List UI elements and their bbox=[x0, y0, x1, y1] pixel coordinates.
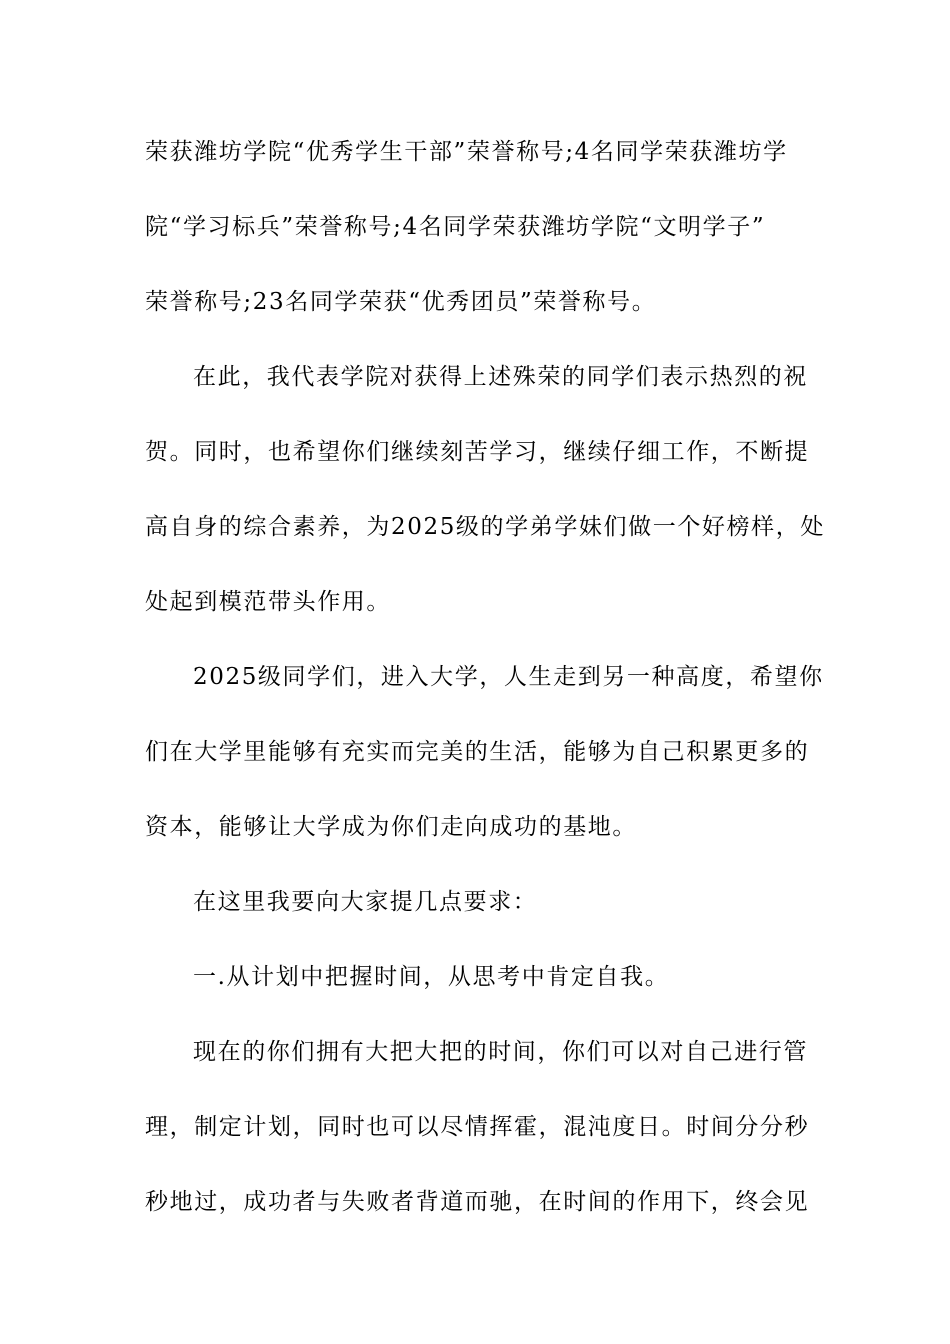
paragraph-first-line: 2025级同学们，进入大学，人生走到另一种高度，希望你 bbox=[193, 664, 824, 690]
paragraph-first-line: 在此，我代表学院对获得上述殊荣的同学们表示热烈的祝 bbox=[193, 364, 808, 390]
text-line: 们在大学里能够有充实而完美的生活，能够为自己积累更多的 bbox=[145, 739, 810, 765]
text-line: 贺。同时，也希望你们继续刻苦学习，继续仔细工作，不断提 bbox=[145, 439, 810, 465]
text-line: 处起到模范带头作用。 bbox=[145, 589, 391, 615]
paragraph-first-line: 现在的你们拥有大把大把的时间，你们可以对自己进行管 bbox=[193, 1039, 808, 1065]
text-line: 荣誉称号;23名同学荣获“优秀团员”荣誉称号。 bbox=[145, 289, 657, 315]
text-line: 资本，能够让大学成为你们走向成功的基地。 bbox=[145, 814, 637, 840]
section-heading: 一.从计划中把握时间，从思考中肯定自我。 bbox=[193, 964, 670, 990]
text-line: 高自身的综合素养，为2025级的学弟学妹们做一个好榜样，处 bbox=[145, 514, 825, 540]
text-line: 荣获潍坊学院“优秀学生干部”荣誉称号;4名同学荣获潍坊学 bbox=[145, 139, 788, 165]
text-line: 理，制定计划，同时也可以尽情挥霍，混沌度日。时间分分秒 bbox=[145, 1114, 810, 1140]
text-line: 秒地过，成功者与失败者背道而驰，在时间的作用下，终会见 bbox=[145, 1189, 810, 1215]
paragraph-first-line: 在这里我要向大家提几点要求： bbox=[193, 889, 538, 915]
text-line: 院“学习标兵”荣誉称号;4名同学荣获潍坊学院“文明学子” bbox=[145, 214, 766, 240]
